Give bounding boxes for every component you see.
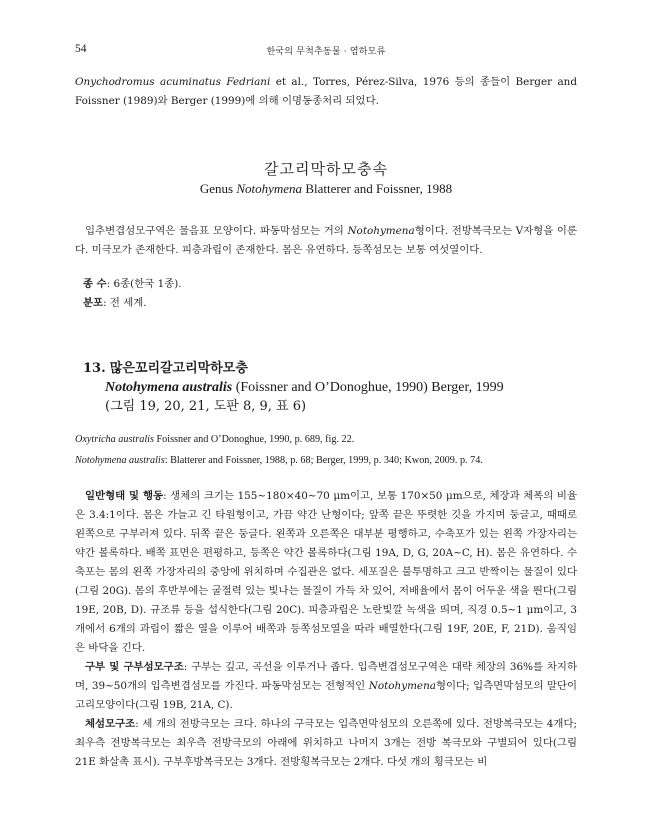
- genus-title-english: Genus Notohymena Blatterer and Foissner, 1988: [199, 181, 453, 196]
- species-scientific-name: Notohymena australis: [105, 380, 233, 395]
- oral-structure: 구부 및 구부섬모구조: 구부는 깊고, 곡선을 이루거나 좁다. 입측변겹섬모구역은 대략 체장의 36%를 차지하며, 39~50개의 입측변겹섬모를 가진다. 파동막섬모는 전형적인 Notohymena형이다; 입측면막섬모의 말단이 고리모양이다(그림 19B, 21A, C).: [75, 661, 577, 711]
- species-figures: (그림 19, 20, 21, 도판 8, 9, 표 6): [105, 399, 307, 414]
- synonym-1: Oxytricha australis Foissner and O’Donoghue, 1990, p. 689, fig. 22.: [75, 434, 355, 445]
- intro-text: et al., Torres, Pérez-Silva, 1976 등의 종들이 Berger and Foissner (1989)와 Berger (1999)에 의해 이명동종처리 되었다.: [75, 76, 577, 107]
- species-heading: [83, 359, 577, 416]
- general-morphology: 일반형태 및 행동: 생체의 크기는 155~180×40~70 μm이고, 보통 170×50 μm으로, 체장과 체폭의 비율은 3.4:1이다. 몸은 가늘고 긴 타원형이고, 가끔 약간 난형이다; 앞쪽 끝은 뚜렷한 깃을 가지며 둥글고, 때때로 왼쪽으로 구부러져 있다. 뒤쪽 끝은 둥글다. 왼쪽과 오른쪽은 대부분 평행하고, 수축포가 있는 왼쪽 가장자리는 약간 볼록하다. 배쪽 표면은 편평하고, 등쪽은 약간 볼록하다(그림 19A, D, G, 20A~C, H). 몸은 유연하다. 수축포는 몸의 왼쪽 가장자리의 중앙에 위치하며 수집관은 없다. 세포질은 불투명하고 크고 반짝이는 물질이 있다(그림 20G). 몸의 후반부에는 굴절력 있는 빛나는 물질이 가득 차 있어, 저배율에서 몸이 어두운 색을 띈다(그림 19E, 20B, D). 규조류 등을 섭식한다(그림 20C). 피층과립은 노란빛깔 녹색을 띄며, 직경 0.5~1 μm이고, 3개에서 6개의 과립이 짧은 열을 이루어 배쪽과 등쪽섬모열을 따라 배열한다(그림 19F, 20E, F, 21D). 움직임은 바닥을 긴다.: [75, 490, 577, 654]
- running-title: 한국의 무척추동물 · 염하모류: [266, 47, 386, 57]
- distribution: 분포: 전 세계.: [83, 297, 147, 309]
- intro-paragraph: [75, 73, 577, 111]
- page-header: [75, 43, 577, 59]
- intro-species: Onychodromus acuminatus Fedriani: [75, 76, 271, 88]
- species-description: [75, 487, 577, 772]
- species-count: 종 수: 6종(한국 1종).: [83, 278, 182, 290]
- genus-description: 입추변겹섬모구역은 물음표 모양이다. 파동막섬모는 거의 Notohymena형이다. 전방복극모는 V자형을 이룬다. 미극모가 존재한다. 피층과립이 존재한다. 몸은 유연하다. 등쪽섬모는 보통 여섯열이다.: [75, 225, 577, 256]
- genus-title-korean: 갈고리막하모충속: [264, 160, 388, 178]
- species-authority: (Foissner and O’Donoghue, 1990) Berger, 1999: [232, 380, 504, 395]
- genus-counts: [83, 275, 585, 313]
- species-name-korean: 많은꼬리갈고리막하모충: [109, 361, 248, 376]
- somatic-ciliature: 체섬모구조: 세 개의 전방극모는 크다. 하나의 구극모는 입측면막섬모의 오른쪽에 있다. 전방복극모는 4개다; 최우측 전방복극모는 최우측 전방극모의 아래에 위치하고 나머지 3개는 전방 복극모와 구별되어 있다(그림 21E 화살촉 표시). 구부후방복극모는 3개다. 전방횡복극모는 2개다. 다섯 개의 횡극모는 비: [75, 718, 577, 768]
- species-number: 13.: [83, 361, 106, 376]
- synonym-2: Notohymena australis: Blatterer and Foissner, 1988, p. 68; Berger, 1999, p. 340; Kwon, 2009. p. 74.: [75, 455, 483, 466]
- page-number: 54: [75, 43, 87, 55]
